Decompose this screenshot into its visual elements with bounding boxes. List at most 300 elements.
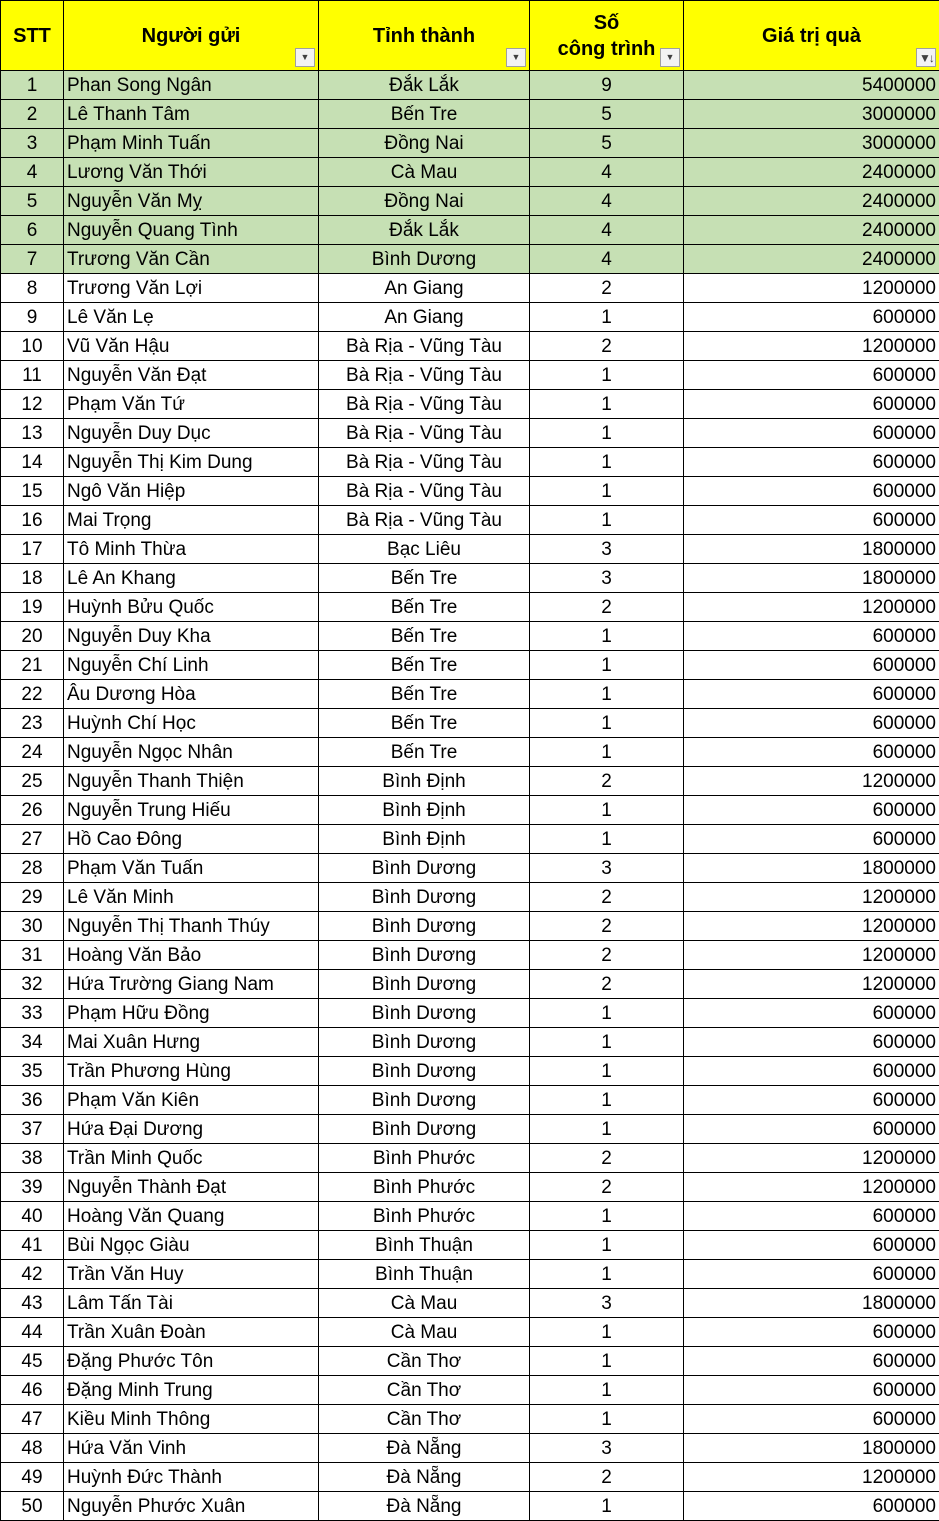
gift-value-cell[interactable]: 2400000: [684, 245, 939, 274]
table-row: [1, 1260, 939, 1289]
row-stt-cell[interactable]: 6: [1, 216, 64, 245]
header-count[interactable]: [530, 1, 684, 71]
gift-value-cell[interactable]: 2400000: [684, 158, 939, 187]
work-count-cell[interactable]: 3: [530, 564, 684, 593]
row-stt-cell[interactable]: 28: [1, 854, 64, 883]
sender-name-cell[interactable]: Phạm Minh Tuấn: [64, 129, 319, 158]
gift-value-cell[interactable]: 600000: [684, 1260, 939, 1289]
province-cell[interactable]: Bình Định: [319, 825, 530, 854]
province-cell[interactable]: Bà Rịa - Vũng Tàu: [319, 506, 530, 535]
gift-value-cell[interactable]: 600000: [684, 796, 939, 825]
sender-name-cell[interactable]: Lê Thanh Tâm: [64, 100, 319, 129]
sender-name-cell[interactable]: Kiều Minh Thông: [64, 1405, 319, 1434]
sender-name-cell[interactable]: Nguyễn Quang Tình: [64, 216, 319, 245]
table-row: [1, 622, 939, 651]
province-cell[interactable]: Bình Định: [319, 767, 530, 796]
gift-value-cell[interactable]: 1200000: [684, 767, 939, 796]
gift-value-cell[interactable]: 600000: [684, 448, 939, 477]
work-count-cell[interactable]: 4: [530, 158, 684, 187]
gift-value-cell[interactable]: 1200000: [684, 332, 939, 361]
sender-name-cell[interactable]: Huỳnh Đức Thành: [64, 1463, 319, 1492]
gift-value-cell[interactable]: 600000: [684, 1376, 939, 1405]
work-count-cell[interactable]: 1: [530, 419, 684, 448]
table-row: [1, 1231, 939, 1260]
work-count-cell[interactable]: 1: [530, 738, 684, 767]
sender-name-cell[interactable]: Hoàng Văn Bảo: [64, 941, 319, 970]
work-count-cell[interactable]: 1: [530, 1115, 684, 1144]
row-stt-cell[interactable]: 41: [1, 1231, 64, 1260]
row-stt-cell[interactable]: 25: [1, 767, 64, 796]
row-stt-cell[interactable]: 45: [1, 1347, 64, 1376]
province-cell[interactable]: Đắk Lắk: [319, 216, 530, 245]
province-cell[interactable]: Bình Dương: [319, 941, 530, 970]
work-count-cell[interactable]: 2: [530, 941, 684, 970]
work-count-cell[interactable]: 4: [530, 216, 684, 245]
gift-value-cell[interactable]: 600000: [684, 651, 939, 680]
table-row: [1, 825, 939, 854]
table-row: [1, 1463, 939, 1492]
sender-name-cell[interactable]: Phạm Văn Kiên: [64, 1086, 319, 1115]
table-row: [1, 1173, 939, 1202]
row-stt-cell[interactable]: 4: [1, 158, 64, 187]
row-stt-cell[interactable]: 30: [1, 912, 64, 941]
province-cell[interactable]: Bình Thuận: [319, 1231, 530, 1260]
row-stt-cell[interactable]: 40: [1, 1202, 64, 1231]
work-count-cell[interactable]: 1: [530, 825, 684, 854]
header-row: [1, 1, 939, 71]
gift-value-cell[interactable]: 3000000: [684, 100, 939, 129]
gift-value-cell[interactable]: 600000: [684, 999, 939, 1028]
table-row: [1, 680, 939, 709]
row-stt-cell[interactable]: 24: [1, 738, 64, 767]
row-stt-cell[interactable]: 35: [1, 1057, 64, 1086]
table-row: [1, 970, 939, 999]
gift-value-cell[interactable]: 600000: [684, 477, 939, 506]
sender-name-cell[interactable]: Huỳnh Bửu Quốc: [64, 593, 319, 622]
work-count-cell[interactable]: 1: [530, 680, 684, 709]
province-cell[interactable]: Bình Dương: [319, 854, 530, 883]
table-body: [1, 71, 939, 1521]
row-stt-cell[interactable]: 29: [1, 883, 64, 912]
row-stt-cell[interactable]: 8: [1, 274, 64, 303]
sender-name-cell[interactable]: Trương Văn Cần: [64, 245, 319, 274]
work-count-cell[interactable]: 1: [530, 1318, 684, 1347]
gift-value-cell[interactable]: 600000: [684, 1231, 939, 1260]
province-cell[interactable]: Cà Mau: [319, 158, 530, 187]
sender-name-cell[interactable]: Nguyễn Thị Kim Dung: [64, 448, 319, 477]
row-stt-cell[interactable]: 21: [1, 651, 64, 680]
row-stt-cell[interactable]: 15: [1, 477, 64, 506]
province-cell[interactable]: Đồng Nai: [319, 187, 530, 216]
gift-value-cell[interactable]: 600000: [684, 506, 939, 535]
province-cell[interactable]: Cà Mau: [319, 1318, 530, 1347]
work-count-cell[interactable]: 3: [530, 1434, 684, 1463]
row-stt-cell[interactable]: 11: [1, 361, 64, 390]
work-count-cell[interactable]: 2: [530, 767, 684, 796]
row-stt-cell[interactable]: 32: [1, 970, 64, 999]
sender-name-cell[interactable]: Hồ Cao Đông: [64, 825, 319, 854]
province-cell[interactable]: Bà Rịa - Vũng Tàu: [319, 361, 530, 390]
province-cell[interactable]: Bình Định: [319, 796, 530, 825]
gift-value-cell[interactable]: 600000: [684, 390, 939, 419]
work-count-cell[interactable]: 1: [530, 1057, 684, 1086]
sender-name-cell[interactable]: Trần Phương Hùng: [64, 1057, 319, 1086]
table-row: [1, 767, 939, 796]
gift-value-cell[interactable]: 2400000: [684, 216, 939, 245]
table-row: [1, 738, 939, 767]
sender-name-cell[interactable]: Tô Minh Thừa: [64, 535, 319, 564]
work-count-cell[interactable]: 5: [530, 100, 684, 129]
row-stt-cell[interactable]: 47: [1, 1405, 64, 1434]
work-count-cell[interactable]: 2: [530, 332, 684, 361]
sender-name-cell[interactable]: Lê Văn Lẹ: [64, 303, 319, 332]
table-row: [1, 187, 939, 216]
work-count-cell[interactable]: 1: [530, 1376, 684, 1405]
province-cell[interactable]: Bến Tre: [319, 564, 530, 593]
row-stt-cell[interactable]: 43: [1, 1289, 64, 1318]
province-cell[interactable]: An Giang: [319, 303, 530, 332]
gift-value-cell[interactable]: 1800000: [684, 1434, 939, 1463]
work-count-cell[interactable]: 2: [530, 1463, 684, 1492]
work-count-cell[interactable]: 1: [530, 303, 684, 332]
row-stt-cell[interactable]: 17: [1, 535, 64, 564]
sender-name-cell[interactable]: Nguyễn Phước Xuân: [64, 1492, 319, 1521]
sender-name-cell[interactable]: Nguyễn Duy Dục: [64, 419, 319, 448]
sender-name-cell[interactable]: Ngô Văn Hiệp: [64, 477, 319, 506]
filter-dropdown-icon[interactable]: ▼: [660, 48, 680, 67]
work-count-cell[interactable]: 1: [530, 1028, 684, 1057]
row-stt-cell[interactable]: 46: [1, 1376, 64, 1405]
work-count-cell[interactable]: 1: [530, 622, 684, 651]
sender-name-cell[interactable]: Nguyễn Chí Linh: [64, 651, 319, 680]
row-stt-cell[interactable]: 16: [1, 506, 64, 535]
sender-name-cell[interactable]: Nguyễn Trung Hiếu: [64, 796, 319, 825]
province-cell[interactable]: Bình Dương: [319, 1057, 530, 1086]
province-cell[interactable]: Bình Dương: [319, 1028, 530, 1057]
province-cell[interactable]: Bình Dương: [319, 245, 530, 274]
work-count-cell[interactable]: 1: [530, 390, 684, 419]
gift-value-cell[interactable]: 1200000: [684, 941, 939, 970]
gift-value-cell[interactable]: 600000: [684, 1086, 939, 1115]
table-row: [1, 1376, 939, 1405]
row-stt-cell[interactable]: 50: [1, 1492, 64, 1521]
header-count-line2: công trình: [557, 37, 656, 60]
row-stt-cell[interactable]: 18: [1, 564, 64, 593]
gift-value-cell[interactable]: 600000: [684, 709, 939, 738]
province-cell[interactable]: Bến Tre: [319, 709, 530, 738]
work-count-cell[interactable]: 2: [530, 970, 684, 999]
province-cell[interactable]: Cà Mau: [319, 1289, 530, 1318]
sender-name-cell[interactable]: Trần Xuân Đoàn: [64, 1318, 319, 1347]
province-cell[interactable]: Bình Dương: [319, 999, 530, 1028]
province-cell[interactable]: Bà Rịa - Vũng Tàu: [319, 390, 530, 419]
table-row: [1, 477, 939, 506]
table-row: [1, 854, 939, 883]
province-cell[interactable]: Bà Rịa - Vũng Tàu: [319, 448, 530, 477]
header-province-label: Tỉnh thành: [372, 24, 476, 47]
sender-name-cell[interactable]: Phan Song Ngân: [64, 71, 319, 100]
work-count-cell[interactable]: 1: [530, 709, 684, 738]
work-count-cell[interactable]: 1: [530, 1202, 684, 1231]
table-row: [1, 71, 939, 100]
sender-name-cell[interactable]: Nguyễn Thanh Thiện: [64, 767, 319, 796]
sender-name-cell[interactable]: Hứa Văn Vinh: [64, 1434, 319, 1463]
gift-value-cell[interactable]: 600000: [684, 303, 939, 332]
table-row: [1, 1144, 939, 1173]
gift-value-cell[interactable]: 600000: [684, 1115, 939, 1144]
gift-value-cell[interactable]: 5400000: [684, 71, 939, 100]
work-count-cell[interactable]: 1: [530, 361, 684, 390]
work-count-cell[interactable]: 4: [530, 187, 684, 216]
province-cell[interactable]: Bình Phước: [319, 1173, 530, 1202]
gift-value-cell[interactable]: 600000: [684, 1492, 939, 1521]
province-cell[interactable]: Cần Thơ: [319, 1405, 530, 1434]
header-province[interactable]: [319, 1, 530, 71]
table-row: [1, 1405, 939, 1434]
row-stt-cell[interactable]: 10: [1, 332, 64, 361]
table-row: [1, 709, 939, 738]
gift-value-cell[interactable]: 1200000: [684, 274, 939, 303]
province-cell[interactable]: Bình Thuận: [319, 1260, 530, 1289]
gift-value-cell[interactable]: 600000: [684, 361, 939, 390]
work-count-cell[interactable]: 4: [530, 245, 684, 274]
sort-descending-icon[interactable]: ▼↓: [916, 48, 936, 67]
province-cell[interactable]: Bến Tre: [319, 622, 530, 651]
row-stt-cell[interactable]: 44: [1, 1318, 64, 1347]
province-cell[interactable]: Bình Dương: [319, 1115, 530, 1144]
row-stt-cell[interactable]: 14: [1, 448, 64, 477]
gift-value-cell[interactable]: 1800000: [684, 564, 939, 593]
table-row: [1, 796, 939, 825]
province-cell[interactable]: Cần Thơ: [319, 1376, 530, 1405]
table-row: [1, 1202, 939, 1231]
row-stt-cell[interactable]: 9: [1, 303, 64, 332]
sender-name-cell[interactable]: Nguyễn Văn Đạt: [64, 361, 319, 390]
table-row: [1, 1492, 939, 1521]
row-stt-cell[interactable]: 37: [1, 1115, 64, 1144]
province-cell[interactable]: Bạc Liêu: [319, 535, 530, 564]
work-count-cell[interactable]: 1: [530, 506, 684, 535]
province-cell[interactable]: Bà Rịa - Vũng Tàu: [319, 477, 530, 506]
sender-name-cell[interactable]: Phạm Hữu Đồng: [64, 999, 319, 1028]
work-count-cell[interactable]: 5: [530, 129, 684, 158]
province-cell[interactable]: Bình Dương: [319, 912, 530, 941]
gift-value-cell[interactable]: 1800000: [684, 1289, 939, 1318]
gift-value-cell[interactable]: 1200000: [684, 593, 939, 622]
gift-value-cell[interactable]: 600000: [684, 1028, 939, 1057]
gift-value-cell[interactable]: 600000: [684, 825, 939, 854]
work-count-cell[interactable]: 9: [530, 71, 684, 100]
gift-value-cell[interactable]: 1200000: [684, 883, 939, 912]
gift-value-cell[interactable]: 1800000: [684, 535, 939, 564]
work-count-cell[interactable]: 2: [530, 1173, 684, 1202]
row-stt-cell[interactable]: 23: [1, 709, 64, 738]
sender-name-cell[interactable]: Mai Xuân Hưng: [64, 1028, 319, 1057]
sender-name-cell[interactable]: Phạm Văn Tuấn: [64, 854, 319, 883]
province-cell[interactable]: Bến Tre: [319, 680, 530, 709]
row-stt-cell[interactable]: 38: [1, 1144, 64, 1173]
sender-name-cell[interactable]: Huỳnh Chí Học: [64, 709, 319, 738]
table-row: [1, 883, 939, 912]
province-cell[interactable]: Bến Tre: [319, 738, 530, 767]
province-cell[interactable]: Bình Dương: [319, 883, 530, 912]
sender-name-cell[interactable]: Trần Minh Quốc: [64, 1144, 319, 1173]
row-stt-cell[interactable]: 27: [1, 825, 64, 854]
sender-name-cell[interactable]: Vũ Văn Hậu: [64, 332, 319, 361]
sender-name-cell[interactable]: Hứa Đại Dương: [64, 1115, 319, 1144]
row-stt-cell[interactable]: 1: [1, 71, 64, 100]
sender-name-cell[interactable]: Nguyễn Thị Thanh Thúy: [64, 912, 319, 941]
sender-name-cell[interactable]: Nguyễn Duy Kha: [64, 622, 319, 651]
gift-value-cell[interactable]: 600000: [684, 680, 939, 709]
province-cell[interactable]: Bến Tre: [319, 593, 530, 622]
sender-name-cell[interactable]: Lương Văn Thới: [64, 158, 319, 187]
province-cell[interactable]: Đà Nẵng: [319, 1492, 530, 1521]
filter-dropdown-icon[interactable]: ▼: [506, 48, 526, 67]
work-count-cell[interactable]: 3: [530, 1289, 684, 1318]
gift-value-cell[interactable]: 600000: [684, 738, 939, 767]
work-count-cell[interactable]: 2: [530, 274, 684, 303]
row-stt-cell[interactable]: 42: [1, 1260, 64, 1289]
gift-value-cell[interactable]: 1200000: [684, 912, 939, 941]
row-stt-cell[interactable]: 26: [1, 796, 64, 825]
work-count-cell[interactable]: 1: [530, 448, 684, 477]
row-stt-cell[interactable]: 12: [1, 390, 64, 419]
sender-name-cell[interactable]: Đặng Minh Trung: [64, 1376, 319, 1405]
table-row: [1, 941, 939, 970]
row-stt-cell[interactable]: 31: [1, 941, 64, 970]
header-value[interactable]: [684, 1, 939, 71]
gift-value-cell[interactable]: 600000: [684, 1318, 939, 1347]
work-count-cell[interactable]: 2: [530, 912, 684, 941]
gift-value-cell[interactable]: 600000: [684, 622, 939, 651]
work-count-cell[interactable]: 2: [530, 1144, 684, 1173]
row-stt-cell[interactable]: 33: [1, 999, 64, 1028]
work-count-cell[interactable]: 1: [530, 796, 684, 825]
work-count-cell[interactable]: 3: [530, 535, 684, 564]
table-row: [1, 1434, 939, 1463]
province-cell[interactable]: Đồng Nai: [319, 129, 530, 158]
work-count-cell[interactable]: 2: [530, 883, 684, 912]
gift-value-cell[interactable]: 3000000: [684, 129, 939, 158]
header-value-label: Giá trị quà: [762, 24, 861, 47]
header-sender-label: Người gửi: [141, 24, 241, 47]
table-row: [1, 1086, 939, 1115]
table-row: [1, 1115, 939, 1144]
gift-value-cell[interactable]: 1200000: [684, 970, 939, 999]
province-cell[interactable]: Bến Tre: [319, 100, 530, 129]
work-count-cell[interactable]: 1: [530, 1260, 684, 1289]
row-stt-cell[interactable]: 20: [1, 622, 64, 651]
table-row: [1, 245, 939, 274]
table-row: [1, 129, 939, 158]
table-row: [1, 332, 939, 361]
work-count-cell[interactable]: 1: [530, 1086, 684, 1115]
sender-name-cell[interactable]: Lê An Khang: [64, 564, 319, 593]
sender-name-cell[interactable]: Phạm Văn Tứ: [64, 390, 319, 419]
province-cell[interactable]: Bình Phước: [319, 1202, 530, 1231]
row-stt-cell[interactable]: 2: [1, 100, 64, 129]
header-sender[interactable]: [64, 1, 319, 71]
row-stt-cell[interactable]: 19: [1, 593, 64, 622]
work-count-cell[interactable]: 1: [530, 651, 684, 680]
province-cell[interactable]: An Giang: [319, 274, 530, 303]
province-cell[interactable]: Đà Nẵng: [319, 1434, 530, 1463]
work-count-cell[interactable]: 2: [530, 593, 684, 622]
row-stt-cell[interactable]: 49: [1, 1463, 64, 1492]
sender-name-cell[interactable]: Nguyễn Thành Đạt: [64, 1173, 319, 1202]
table-row: [1, 1028, 939, 1057]
sender-name-cell[interactable]: Hoàng Văn Quang: [64, 1202, 319, 1231]
work-count-cell[interactable]: 1: [530, 1231, 684, 1260]
row-stt-cell[interactable]: 22: [1, 680, 64, 709]
sender-name-cell[interactable]: Trần Văn Huy: [64, 1260, 319, 1289]
gift-value-cell[interactable]: 1200000: [684, 1173, 939, 1202]
province-cell[interactable]: Đắk Lắk: [319, 71, 530, 100]
work-count-cell[interactable]: 1: [530, 1405, 684, 1434]
gift-value-cell[interactable]: 600000: [684, 1405, 939, 1434]
sender-name-cell[interactable]: Bùi Ngọc Giàu: [64, 1231, 319, 1260]
row-stt-cell[interactable]: 3: [1, 129, 64, 158]
province-cell[interactable]: Đà Nẵng: [319, 1463, 530, 1492]
province-cell[interactable]: Bình Dương: [319, 1086, 530, 1115]
gift-value-cell[interactable]: 600000: [684, 1347, 939, 1376]
row-stt-cell[interactable]: 5: [1, 187, 64, 216]
row-stt-cell[interactable]: 34: [1, 1028, 64, 1057]
province-cell[interactable]: Bà Rịa - Vũng Tàu: [319, 419, 530, 448]
gift-value-cell[interactable]: 2400000: [684, 187, 939, 216]
gift-value-cell[interactable]: 1200000: [684, 1144, 939, 1173]
filter-dropdown-icon[interactable]: ▼: [295, 48, 315, 67]
row-stt-cell[interactable]: 48: [1, 1434, 64, 1463]
sender-name-cell[interactable]: Âu Dương Hòa: [64, 680, 319, 709]
row-stt-cell[interactable]: 7: [1, 245, 64, 274]
table-row: [1, 1057, 939, 1086]
sender-name-cell[interactable]: Nguyễn Ngọc Nhân: [64, 738, 319, 767]
gift-value-cell[interactable]: 600000: [684, 1202, 939, 1231]
sender-name-cell[interactable]: Nguyễn Văn Mỵ: [64, 187, 319, 216]
province-cell[interactable]: Bến Tre: [319, 651, 530, 680]
table-row: [1, 100, 939, 129]
header-stt[interactable]: [1, 1, 64, 71]
province-cell[interactable]: Bà Rịa - Vũng Tàu: [319, 332, 530, 361]
sender-name-cell[interactable]: Lâm Tấn Tài: [64, 1289, 319, 1318]
sender-name-cell[interactable]: Đặng Phước Tôn: [64, 1347, 319, 1376]
work-count-cell[interactable]: 1: [530, 1492, 684, 1521]
table-row: [1, 158, 939, 187]
sender-name-cell[interactable]: Lê Văn Minh: [64, 883, 319, 912]
province-cell[interactable]: Cần Thơ: [319, 1347, 530, 1376]
work-count-cell[interactable]: 1: [530, 477, 684, 506]
sender-name-cell[interactable]: Hứa Trường Giang Nam: [64, 970, 319, 999]
province-cell[interactable]: Bình Dương: [319, 970, 530, 999]
work-count-cell[interactable]: 3: [530, 854, 684, 883]
gift-value-cell[interactable]: 1200000: [684, 1463, 939, 1492]
work-count-cell[interactable]: 1: [530, 1347, 684, 1376]
row-stt-cell[interactable]: 36: [1, 1086, 64, 1115]
province-cell[interactable]: Bình Phước: [319, 1144, 530, 1173]
gift-value-cell[interactable]: 1800000: [684, 854, 939, 883]
sender-name-cell[interactable]: Mai Trọng: [64, 506, 319, 535]
row-stt-cell[interactable]: 39: [1, 1173, 64, 1202]
sender-name-cell[interactable]: Trương Văn Lợi: [64, 274, 319, 303]
table-row: [1, 651, 939, 680]
gift-value-cell[interactable]: 600000: [684, 419, 939, 448]
work-count-cell[interactable]: 1: [530, 999, 684, 1028]
table-row: [1, 274, 939, 303]
gift-value-cell[interactable]: 600000: [684, 1057, 939, 1086]
row-stt-cell[interactable]: 13: [1, 419, 64, 448]
